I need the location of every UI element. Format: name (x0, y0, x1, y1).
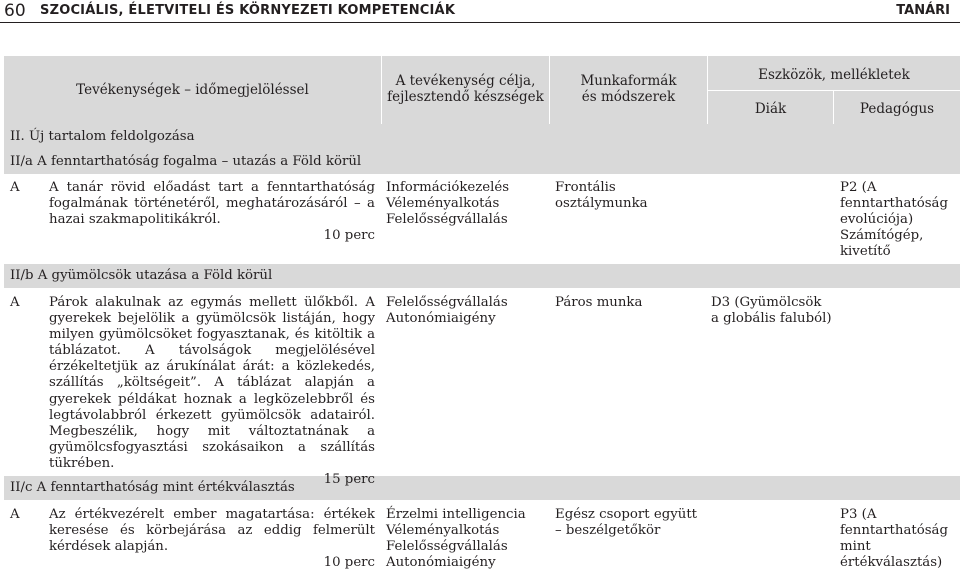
col-header-goal-line2: fejlesztendő készségek (387, 89, 544, 105)
page-header (0, 0, 960, 30)
teacher-tools-a: P2 (A fenntarthatóság evolúciója) Számítógép, kivetítő (840, 180, 948, 260)
goal-item: Információkezelés (386, 180, 510, 195)
methods-b: Páros munka (555, 295, 643, 310)
subsection-title-c: II/c A fenntarthatóság mint értékválasztás (10, 480, 295, 495)
lesson-plan-table (4, 56, 960, 577)
goal-item: Véleményalkotás (386, 196, 500, 212)
col-header-teacher: Pedagógus (859, 101, 935, 117)
activity-time: 15 perc (323, 472, 375, 488)
activity-text-b (49, 295, 375, 488)
activity-description: Az értékvezérelt ember magatartása: értékek keresése és körbejárása az eddig felmerült kérdések alapján. (49, 507, 375, 555)
student-tools-b: D3 (Gyümölcsök a globális faluból) (711, 295, 832, 327)
activity-description: Párok alakulnak az egymás mellett ülőkből. A gyerekek bejelölik a gyümölcsök listáján, hogy milyen gyümölcsöket fogyasztanak, és kitöltik a táblázatot. A távolságok megjelölésével érzékeltetjük az árukínálat árát: a közlekedés, szállítás „költségeit”. A táblázat alapján a gyerekek példákat hoznak a legközelebbről és legtávolabbról érkezett gyümölcsök adatairól. Megbeszélik, hogy mit változtatnának a gyümölcsfogyasztási szokásaikon a szállítás tükrében. (49, 295, 375, 471)
subsection-title-a: II/a A fenntarthatóság fogalma – utazás a Föld körül (10, 154, 362, 169)
header-divider (707, 90, 960, 91)
goal-item: Véleményalkotás (386, 523, 500, 539)
goal-item: Felelősségvállalás (386, 212, 508, 228)
teacher-tools-c: P3 (A fenntarthatóság mint értékválasztás) (840, 507, 948, 571)
col-header-methods-line1: Munkaformák (580, 73, 677, 89)
row-letter: A (10, 295, 20, 310)
activity-description: A tanár rövid előadást tart a fenntarthatóság fogalmának történetéről, meghatározásáról – a hazai szakmapolitikákról. (49, 180, 375, 228)
activity-text-a (49, 180, 375, 244)
goal-item: Érzelmi intelligencia (386, 507, 526, 522)
col-header-student: Diák (754, 101, 787, 117)
col-header-goal (382, 73, 549, 105)
col-header-goal-line1: A tevékenység célja, (395, 73, 536, 89)
goals-b (386, 295, 508, 327)
goals-a (386, 180, 509, 228)
activity-time: 10 perc (323, 228, 375, 244)
section-title: II. Új tartalom feldolgozása (10, 129, 195, 144)
subsection-title-b: II/b A gyümölcsök utazása a Föld körül (10, 268, 273, 283)
header-rule (0, 22, 960, 23)
page-number: 60 (4, 1, 26, 21)
goals-c (386, 507, 526, 571)
goal-item: Autonómiaigény (386, 311, 496, 327)
col-header-methods-line2: és módszerek (581, 89, 676, 105)
row-letter: A (10, 507, 20, 522)
activity-time: 10 perc (323, 555, 375, 571)
goal-item: Felelősségvállalás (386, 539, 508, 555)
audience-label: TANÁRI (896, 3, 950, 18)
col-header-methods (550, 73, 707, 105)
col-header-activities: Tevékenységek – időmegjelöléssel (76, 82, 309, 98)
chapter-title: SZOCIÁLIS, ÉLETVITELI ÉS KÖRNYEZETI KOMPETENCIÁK (40, 3, 456, 18)
row-letter: A (10, 180, 20, 195)
goal-item: Felelősségvállalás (386, 295, 508, 310)
col-header-tools: Eszközök, mellékletek (758, 67, 910, 83)
methods-a: Frontális osztálymunka (555, 180, 648, 212)
activity-text-c (49, 507, 375, 571)
methods-c: Egész csoport együtt – beszélgetőkör (555, 507, 698, 539)
goal-item: Autonómiaigény (386, 555, 496, 571)
